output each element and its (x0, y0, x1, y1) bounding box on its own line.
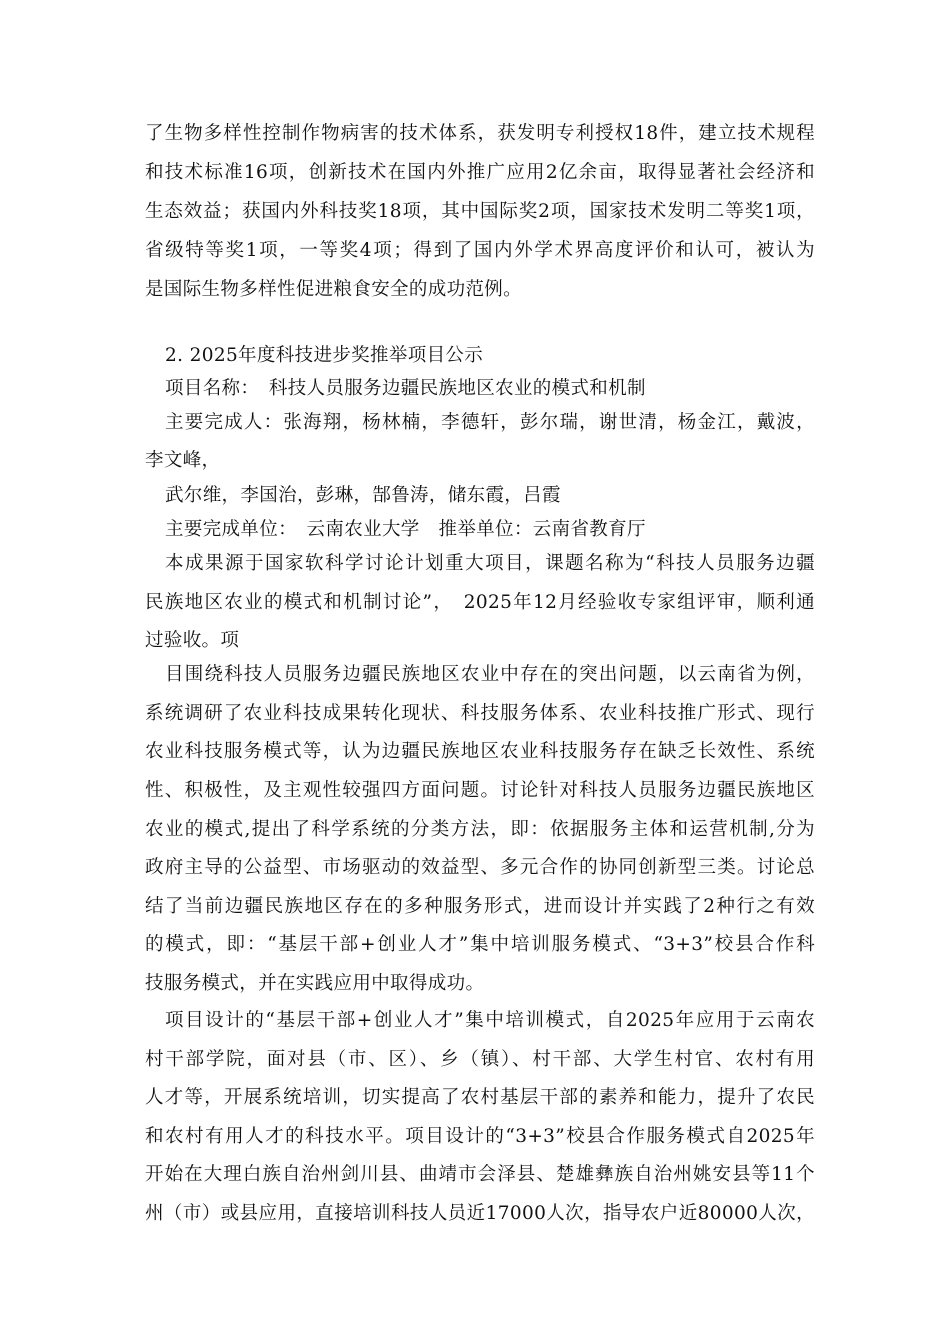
body-line-17: 开始在大理白族自治州剑川县、曲靖市会泽县、楚雄彝族自治州姚安县等11个 (145, 1164, 815, 1185)
body-line-9: 政府主导的公益型、市场驱动的效益型、多元合作的协同创新型三类。讨论总 (145, 857, 815, 878)
intro-line-2: 和技术标准16项，创新技术在国内外推广应用2亿余亩，取得显著社会经济和 (145, 162, 815, 183)
body-line-6: 农业科技服务模式等，认为边疆民族地区农业科技服务存在缺乏长效性、系统 (145, 741, 815, 762)
body-line-2: 民族地区农业的模式和机制讨论”， 2025年12月经验收专家组评审，顺利通 (145, 592, 815, 613)
project-name-line: 项目名称： 科技人员服务边疆民族地区农业的模式和机制 (165, 378, 646, 399)
body-line-7: 性、积极性，及主观性较强四方面问题。讨论针对科技人员服务边疆民族地区 (145, 780, 815, 801)
body-line-18: 州（市）或县应用，直接培训科技人员近17000人次，指导农户近80000人次， (145, 1203, 815, 1224)
body-line-5: 系统调研了农业科技成果转化现状、科技服务体系、农业科技推广形式、现行 (145, 703, 815, 724)
body-line-8: 农业的模式,提出了科学系统的分类方法，即：依据服务主体和运营机制,分为 (145, 819, 815, 840)
completers-line-2: 李文峰， (145, 450, 221, 471)
body-line-13: 项目设计的“基层干部+创业人才”集中培训模式，自2025年应用于云南农 (165, 1010, 815, 1031)
completers-line-3: 武尔维，李国治，彭琳，郜鲁涛，储东霞，吕霞 (165, 485, 561, 506)
body-line-10: 结了当前边疆民族地区存在的多种服务形式，进而设计并实践了2种行之有效 (145, 896, 815, 917)
intro-line-5: 是国际生物多样性促进粮食安全的成功范例。 (145, 279, 523, 300)
body-line-11: 的模式，即：“基层干部+创业人才”集中培训服务模式、“3+3”校县合作科 (145, 934, 815, 955)
intro-line-1: 了生物多样性控制作物病害的技术体系，获发明专利授权18件，建立技术规程 (145, 123, 815, 144)
body-line-3: 过验收。项 (145, 630, 240, 651)
body-line-16: 和农村有用人才的科技水平。项目设计的“3+3”校县合作服务模式自2025年 (145, 1126, 815, 1147)
completers-line-1: 主要完成人：张海翔，杨林楠，李德轩，彭尔瑞，谢世清，杨金江，戴波， (165, 412, 815, 433)
units-line: 主要完成单位： 云南农业大学 推举单位：云南省教育厅 (165, 519, 646, 540)
body-line-14: 村干部学院，面对县（市、区）、乡（镇）、村干部、大学生村官、农村有用 (145, 1049, 815, 1070)
intro-line-3: 生态效益；获国内外科技奖18项，其中国际奖2项，国家技术发明二等奖1项， (145, 201, 815, 222)
body-line-4: 目围绕科技人员服务边疆民族地区农业中存在的突出问题，以云南省为例， (165, 664, 815, 685)
section-heading: 2. 2025年度科技进步奖推举项目公示 (165, 345, 484, 366)
body-line-15: 人才等，开展系统培训，切实提高了农村基层干部的素养和能力，提升了农民 (145, 1087, 815, 1108)
body-line-1: 本成果源于国家软科学讨论计划重大项目，课题名称为“科技人员服务边疆 (165, 553, 815, 574)
intro-line-4: 省级特等奖1项，一等奖4项；得到了国内外学术界高度评价和认可，被认为 (145, 240, 815, 261)
body-line-12: 技服务模式，并在实践应用中取得成功。 (145, 973, 485, 994)
